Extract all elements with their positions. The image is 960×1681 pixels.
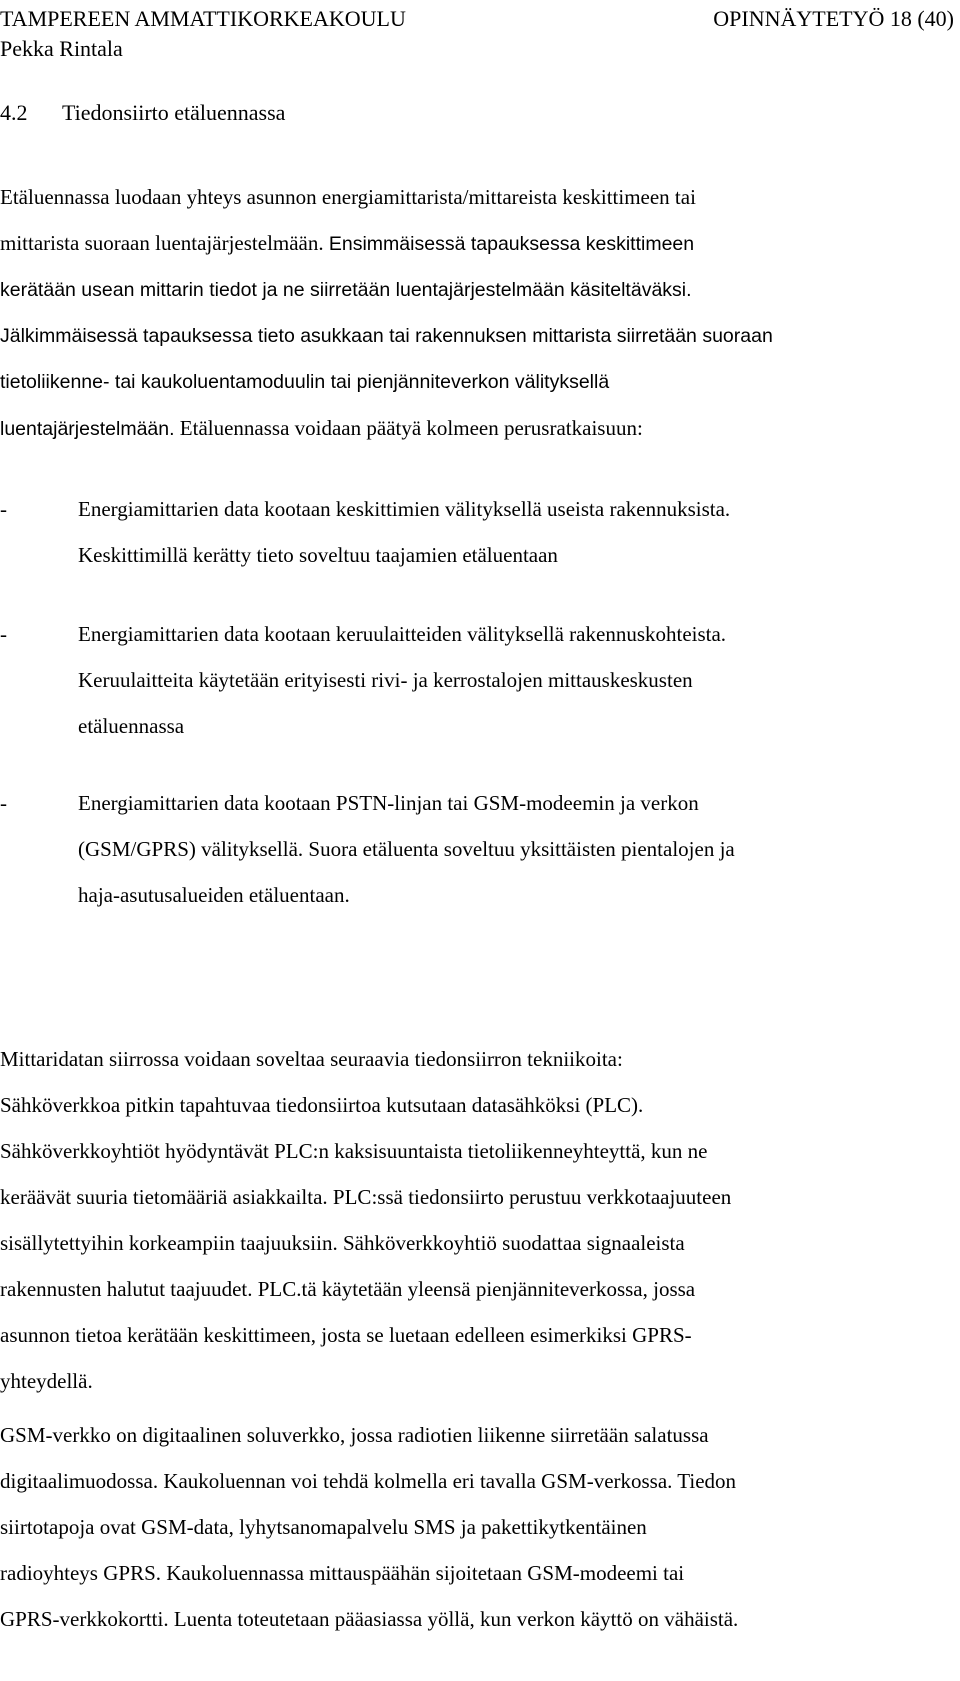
list-line: Keruulaitteita käytetään erityisesti rivi- ja kerrostalojen mittauskeskusten bbox=[78, 668, 693, 692]
paragraph-line: Etäluennassa luodaan yhteys asunnon energiamittarista/mittareista keskittimeen tai bbox=[0, 185, 696, 209]
paragraph-text: Etäluennassa voidaan päätyä kolmeen perusratkaisuun: bbox=[179, 416, 643, 440]
paragraph-line bbox=[0, 220, 940, 267]
paragraph-line: keräävät suuria tietomääriä asiakkailta. PLC:ssä tiedonsiirto perustuu verkkotaajuuteen bbox=[0, 1185, 732, 1209]
paragraph-line: tietoliikenne- tai kaukoluentamoduulin tai pienjänniteverkon välityksellä bbox=[0, 371, 610, 393]
paragraph-line: sisällytettyihin korkeampiin taajuuksiin. Sähköverkkoyhtiö suodattaa signaaleista bbox=[0, 1231, 685, 1255]
list-line: Energiamittarien data kootaan keskittimien välityksellä useista rakennuksista. bbox=[78, 497, 731, 521]
list-marker: - bbox=[0, 497, 7, 521]
paragraph-line: GSM-verkko on digitaalinen soluverkko, jossa radiotien liikenne siirretään salatussa bbox=[0, 1423, 709, 1447]
paragraph-line: Sähköverkkoyhtiöt hyödyntävät PLC:n kaksisuuntaista tietoliikenneyhteyttä, kun ne bbox=[0, 1139, 708, 1163]
list-item-text bbox=[78, 780, 735, 918]
paragraph-text: mittarista suoraan luentajärjestelmään. bbox=[0, 231, 324, 255]
paragraph-line: asunnon tietoa kerätään keskittimeen, josta se luetaan edelleen esimerkiksi GPRS- bbox=[0, 1323, 692, 1347]
section-title: Tiedonsiirto etäluennassa bbox=[62, 100, 286, 125]
list-line: Energiamittarien data kootaan PSTN-linjan tai GSM-modeemin ja verkon bbox=[78, 791, 699, 815]
paragraph-line: Jälkimmäisessä tapauksessa tieto asukkaan tai rakennuksen mittarista siirretään suoraan bbox=[0, 325, 773, 347]
list-line: Keskittimillä kerätty tieto soveltuu taajamien etäluentaan bbox=[78, 543, 558, 567]
paragraph-line: GPRS-verkkokortti. Luenta toteutetaan pääasiassa yöllä, kun verkon käyttö on vähäistä. bbox=[0, 1607, 739, 1631]
intro-paragraph bbox=[0, 174, 940, 452]
header-row bbox=[0, 4, 954, 34]
paragraph-line: kerätään usean mittarin tiedot ja ne siirretään luentajärjestelmään käsiteltäväksi. bbox=[0, 279, 692, 301]
list-item-text bbox=[78, 486, 730, 578]
paragraph-line: rakennusten halutut taajuudet. PLC.tä käytetään yleensä pienjänniteverkossa, jossa bbox=[0, 1277, 696, 1301]
gsm-paragraph bbox=[0, 1412, 940, 1642]
paragraph-line bbox=[0, 405, 940, 452]
paragraph-line: Mittaridatan siirrossa voidaan soveltaa seuraavia tiedonsiirron tekniikoita: bbox=[0, 1047, 623, 1071]
list-marker: - bbox=[0, 622, 7, 646]
list-line: etäluennassa bbox=[78, 714, 185, 738]
author-name: Pekka Rintala bbox=[0, 36, 123, 61]
paragraph-line: yhteydellä. bbox=[0, 1369, 93, 1393]
list-marker: - bbox=[0, 791, 7, 815]
list-line: haja-asutusalueiden etäluentaan. bbox=[78, 883, 350, 907]
paragraph-line: siirtotapoja ovat GSM-data, lyhytsanomapalvelu SMS ja pakettikytkentäinen bbox=[0, 1515, 647, 1539]
paragraph-text: luentajärjestelmään. bbox=[0, 418, 175, 440]
page-header bbox=[0, 4, 954, 64]
paragraph-line: radioyhteys GPRS. Kaukoluennassa mittauspäähän sijoitetaan GSM-modeemi tai bbox=[0, 1561, 685, 1585]
plc-paragraph bbox=[0, 1036, 940, 1404]
section-number: 4.2 bbox=[0, 100, 28, 125]
section-heading bbox=[0, 98, 285, 128]
paragraph-line: Sähköverkkoa pitkin tapahtuvaa tiedonsiirtoa kutsutaan datasähköksi (PLC). bbox=[0, 1093, 644, 1117]
thesis-page-number: OPINNÄYTETYÖ 18 (40) bbox=[713, 6, 954, 31]
list-line: (GSM/GPRS) välityksellä. Suora etäluenta soveltuu yksittäisten pientalojen ja bbox=[78, 837, 735, 861]
list-line: Energiamittarien data kootaan keruulaitteiden välityksellä rakennuskohteista. bbox=[78, 622, 727, 646]
institution-name: TAMPEREEN AMMATTIKORKEAKOULU bbox=[0, 6, 406, 31]
paragraph-line: digitaalimuodossa. Kaukoluennan voi tehdä kolmella eri tavalla GSM-verkossa. Tiedon bbox=[0, 1469, 737, 1493]
paragraph-text: Ensimmäisessä tapauksessa keskittimeen bbox=[328, 233, 695, 255]
list-item-text bbox=[78, 611, 726, 749]
